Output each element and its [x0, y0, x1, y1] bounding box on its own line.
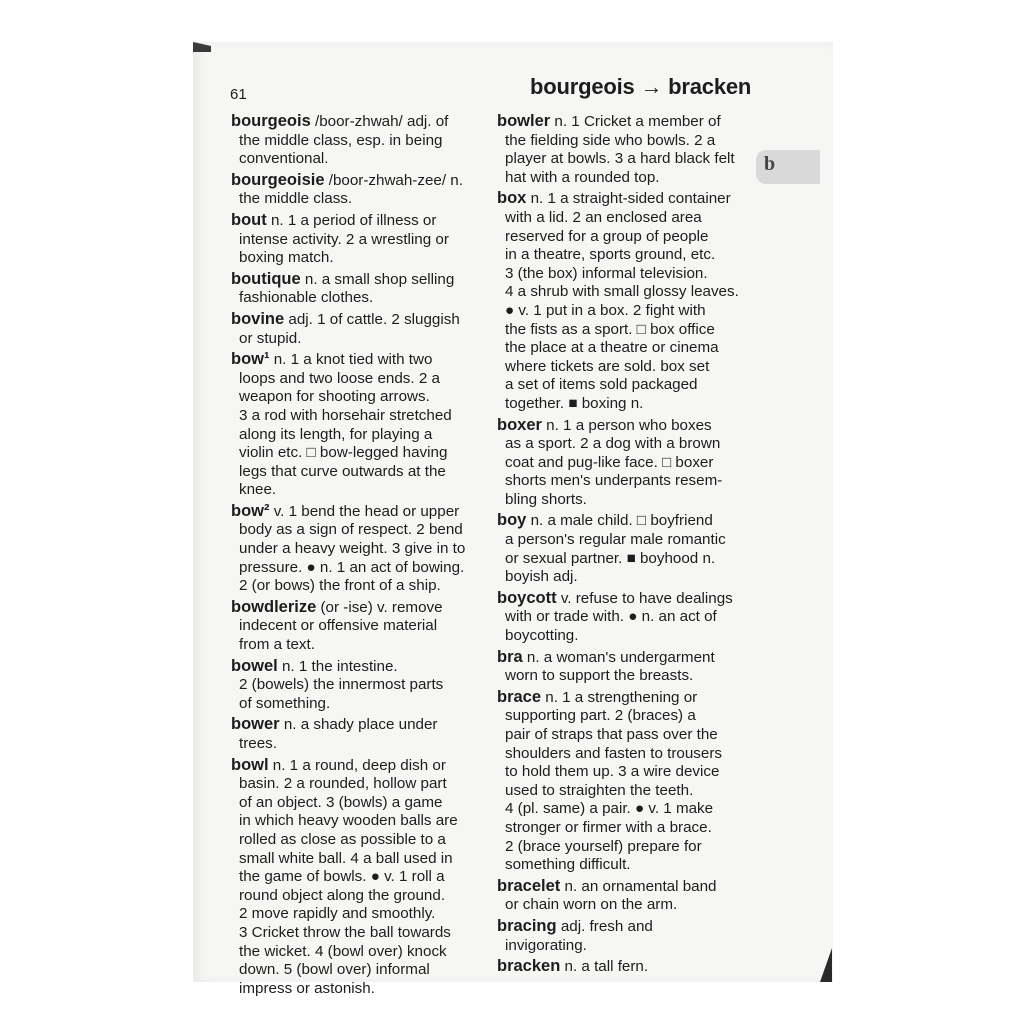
dictionary-entry	[231, 715, 481, 753]
entry-definition-line: under a heavy weight. 3 give in to	[239, 540, 466, 558]
entry-first-line	[231, 270, 481, 290]
entry-first-line	[497, 189, 749, 209]
dictionary-entry	[497, 957, 749, 977]
entry-definition-line: 3 a rod with horsehair stretched	[239, 406, 452, 424]
entry-definition-line: 2 (bowels) the innermost parts	[239, 676, 444, 694]
entry-definition-line: rolled as close as possible to a	[239, 830, 446, 848]
entry-definition-text: adj. 1 of cattle. 2 sluggish	[284, 310, 460, 328]
entry-definition-text: n. a small shop selling	[300, 270, 455, 288]
entry-definition-text: /boor-zhwah-zee/ n.	[324, 171, 463, 189]
dictionary-entry	[497, 648, 749, 686]
entry-definition-line: worn to support the breasts.	[505, 667, 694, 685]
entry-first-line	[231, 715, 481, 735]
entry-first-line	[231, 350, 481, 370]
entry-definition-line: violin etc. □ bow-legged having	[239, 444, 448, 462]
entry-definition-line: hat with a rounded top.	[505, 168, 660, 186]
entry-definition-text: /boor-zhwah/ adj. of	[310, 113, 449, 130]
entry-headword: bowler	[497, 112, 551, 130]
entry-headword: bracelet	[497, 876, 561, 895]
entry-headword: bra	[497, 647, 523, 666]
entry-definition-line: in which heavy wooden balls are	[239, 812, 458, 830]
thumb-index-letter: b	[764, 153, 776, 175]
entry-first-line	[231, 211, 481, 231]
entry-definition-line: from a text.	[239, 636, 315, 654]
dictionary-entry	[497, 112, 749, 187]
entry-definition-line: a set of items sold packaged	[505, 376, 698, 394]
entry-definition-text: n. 1 a round, deep dish or	[268, 756, 446, 774]
entry-definition-line: reserved for a group of people	[505, 227, 709, 245]
entry-definition-line: the middle class.	[239, 190, 353, 208]
entry-first-line	[231, 598, 481, 618]
entry-definition-line: the wicket. 4 (bowl over) knock	[239, 942, 447, 960]
entry-definition-line: to hold them up. 3 a wire device	[505, 763, 720, 781]
entry-definition-line: intense activity. 2 a wrestling or	[239, 230, 449, 248]
entry-definition-line: the middle class, esp. in being	[239, 131, 443, 149]
entry-definition-line: 4 (pl. same) a pair. ● v. 1 make	[505, 800, 714, 818]
entry-definition-text: n. 1 the intestine.	[277, 657, 398, 675]
dictionary-entry	[231, 657, 481, 714]
entry-definition-line: shoulders and fasten to trousers	[505, 744, 722, 762]
entry-definition-line: boxing match.	[239, 249, 334, 267]
dictionary-entry	[231, 756, 481, 999]
page-number: 61	[230, 86, 247, 103]
entry-headword: bow¹	[231, 350, 270, 369]
entry-headword: brace	[497, 687, 542, 706]
entry-definition-line: invigorating.	[505, 936, 587, 954]
entry-definition-text: n. 1 a period of illness or	[266, 211, 437, 229]
entry-definition-line: boyish adj.	[505, 568, 578, 586]
entry-definition-line: supporting part. 2 (braces) a	[505, 707, 696, 725]
dictionary-entry	[231, 350, 481, 500]
entry-definition-text: adj. fresh and	[556, 917, 653, 935]
entry-first-line	[497, 589, 749, 609]
entry-definition-line: 2 (brace yourself) prepare for	[505, 837, 702, 855]
entry-headword: bout	[231, 210, 267, 229]
entry-definition-text: (or -ise) v. remove	[316, 598, 443, 616]
entry-definition-text: n. an ornamental band	[560, 877, 717, 895]
entry-definition-line: with or trade with. ● n. an act of	[505, 608, 717, 626]
entry-definition-line: along its length, for playing a	[239, 425, 433, 443]
entry-first-line	[231, 112, 481, 132]
right-column	[497, 112, 749, 979]
dictionary-entry	[497, 511, 749, 586]
entry-definition-text: n. a woman's undergarment	[522, 648, 715, 666]
entry-headword: boxer	[497, 415, 542, 434]
entry-definition-line: impress or astonish.	[239, 979, 375, 997]
entry-definition-line: pressure. ● n. 1 an act of bowing.	[239, 558, 465, 576]
entry-headword: bracken	[497, 957, 561, 976]
entry-definition-line: boycotting.	[505, 627, 579, 645]
entry-definition-text: n. a male child. □ boyfriend	[526, 512, 713, 530]
entry-headword: box	[497, 189, 527, 208]
entry-definition-line: 3 (the box) informal television.	[505, 264, 708, 282]
thumb-index-tab	[756, 150, 820, 184]
entry-definition-text: n. a shady place under	[279, 716, 438, 734]
running-head: bourgeois → bracken	[530, 74, 752, 99]
entry-definition-line: or chain worn on the arm.	[505, 896, 678, 914]
entry-definition-line: of something.	[239, 694, 331, 712]
entry-definition-text: n. 1 a knot tied with two	[269, 351, 433, 369]
dictionary-entry	[497, 688, 749, 875]
entry-definition-line: body as a sign of respect. 2 bend	[239, 521, 463, 539]
entry-headword: boutique	[231, 269, 301, 288]
entry-definition-line: or stupid.	[239, 329, 302, 347]
entry-definition-line: stronger or firmer with a brace.	[505, 818, 712, 836]
entry-definition-line: 2 (or bows) the front of a ship.	[239, 577, 441, 595]
entry-definition-text: v. refuse to have dealings	[556, 589, 733, 607]
entry-definition-line: pair of straps that pass over the	[505, 726, 718, 743]
entry-definition-line: down. 5 (bowl over) informal	[239, 961, 430, 979]
entry-headword: bowl	[231, 755, 269, 774]
entry-first-line	[497, 877, 749, 897]
entry-definition-line: together. ■ boxing n.	[505, 394, 644, 412]
entry-first-line	[497, 112, 749, 132]
entry-definition-line: legs that curve outwards at the	[239, 462, 446, 480]
entry-first-line	[231, 502, 481, 522]
entry-definition-line: ● v. 1 put in a box. 2 fight with	[505, 301, 706, 319]
entry-definition-text: n. a tall fern.	[560, 958, 649, 976]
dictionary-entry	[231, 171, 481, 209]
entry-definition-line: indecent or offensive material	[239, 617, 438, 635]
dictionary-entry	[497, 589, 749, 646]
entry-definition-text: n. 1 a strengthening or	[541, 688, 698, 706]
entry-first-line	[497, 416, 749, 436]
dictionary-entry	[497, 877, 749, 915]
entry-first-line	[497, 648, 749, 668]
entry-definition-line: a person's regular male romantic	[505, 531, 726, 549]
entry-definition-line: the place at a theatre or cinema	[505, 339, 719, 357]
entry-definition-line: bling shorts.	[505, 490, 587, 508]
entry-headword: bow²	[231, 501, 270, 520]
entry-definition-line: coat and pug-like face. □ boxer	[505, 453, 714, 471]
entry-definition-line: the fists as a sport. □ box office	[505, 320, 715, 338]
entry-first-line	[231, 171, 481, 191]
entry-definition-line: knee.	[239, 481, 277, 499]
entry-headword: bracing	[497, 916, 557, 935]
entry-definition-line: 3 Cricket throw the ball towards	[239, 923, 451, 941]
entry-headword: bowdlerize	[231, 597, 317, 616]
entry-definition-line: 4 a shrub with small glossy leaves.	[505, 283, 739, 301]
entry-definition-line: something difficult.	[505, 856, 631, 874]
entry-definition-text: n. 1 a straight-sided container	[526, 190, 731, 208]
entry-definition-text: n. 1 Cricket a member of	[550, 113, 721, 130]
entry-headword: boy	[497, 511, 527, 530]
entry-headword: bourgeois	[231, 112, 311, 130]
dictionary-entry	[497, 189, 749, 413]
entry-definition-line: the game of bowls. ● v. 1 roll a	[239, 868, 445, 886]
entry-definition-line: basin. 2 a rounded, hollow part	[239, 775, 447, 793]
entry-first-line	[497, 957, 749, 977]
entry-headword: boycott	[497, 588, 557, 607]
entry-definition-line: as a sport. 2 a dog with a brown	[505, 435, 721, 453]
dictionary-entry	[231, 211, 481, 268]
entry-headword: bower	[231, 715, 280, 734]
entry-headword: bowel	[231, 656, 278, 675]
dictionary-entry	[497, 416, 749, 510]
entry-first-line	[497, 688, 749, 708]
entry-first-line	[497, 917, 749, 937]
entry-first-line	[231, 756, 481, 776]
entry-definition-line: trees.	[239, 735, 277, 752]
entry-first-line	[231, 657, 481, 677]
entry-definition-line: weapon for shooting arrows.	[239, 388, 430, 406]
entry-definition-line: 2 move rapidly and smoothly.	[239, 905, 436, 923]
dictionary-entry	[231, 502, 481, 596]
entry-first-line	[497, 511, 749, 531]
entry-definition-line: round object along the ground.	[239, 886, 446, 904]
dictionary-entry	[231, 598, 481, 655]
entry-headword: bourgeoisie	[231, 170, 325, 189]
entry-definition-text: v. 1 bend the head or upper	[269, 502, 460, 520]
entry-definition-line: used to straighten the teeth.	[505, 781, 694, 799]
entry-definition-line: player at bowls. 3 a hard black felt	[505, 150, 735, 168]
left-column	[231, 112, 481, 1000]
dictionary-entry	[231, 270, 481, 308]
entry-definition-line: with a lid. 2 an enclosed area	[505, 208, 702, 226]
entry-definition-line: small white ball. 4 a ball used in	[239, 849, 453, 867]
entry-definition-text: n. 1 a person who boxes	[541, 416, 712, 434]
entry-definition-line: where tickets are sold. box set	[505, 357, 710, 375]
entry-definition-line: loops and two loose ends. 2 a	[239, 369, 440, 387]
entry-headword: bovine	[231, 309, 285, 328]
entry-definition-line: or sexual partner. ■ boyhood n.	[505, 549, 716, 567]
dictionary-entry	[231, 310, 481, 348]
entry-definition-line: fashionable clothes.	[239, 289, 374, 307]
dictionary-entry	[497, 917, 749, 955]
entry-definition-line: in a theatre, sports ground, etc.	[505, 246, 716, 264]
entry-definition-line: the fielding side who bowls. 2 a	[505, 131, 716, 149]
entry-definition-line: conventional.	[239, 150, 329, 168]
dictionary-entry	[231, 112, 481, 169]
entry-first-line	[231, 310, 481, 330]
entry-definition-line: shorts men's underpants resem-	[505, 472, 723, 490]
entry-definition-line: of an object. 3 (bowls) a game	[239, 793, 443, 811]
